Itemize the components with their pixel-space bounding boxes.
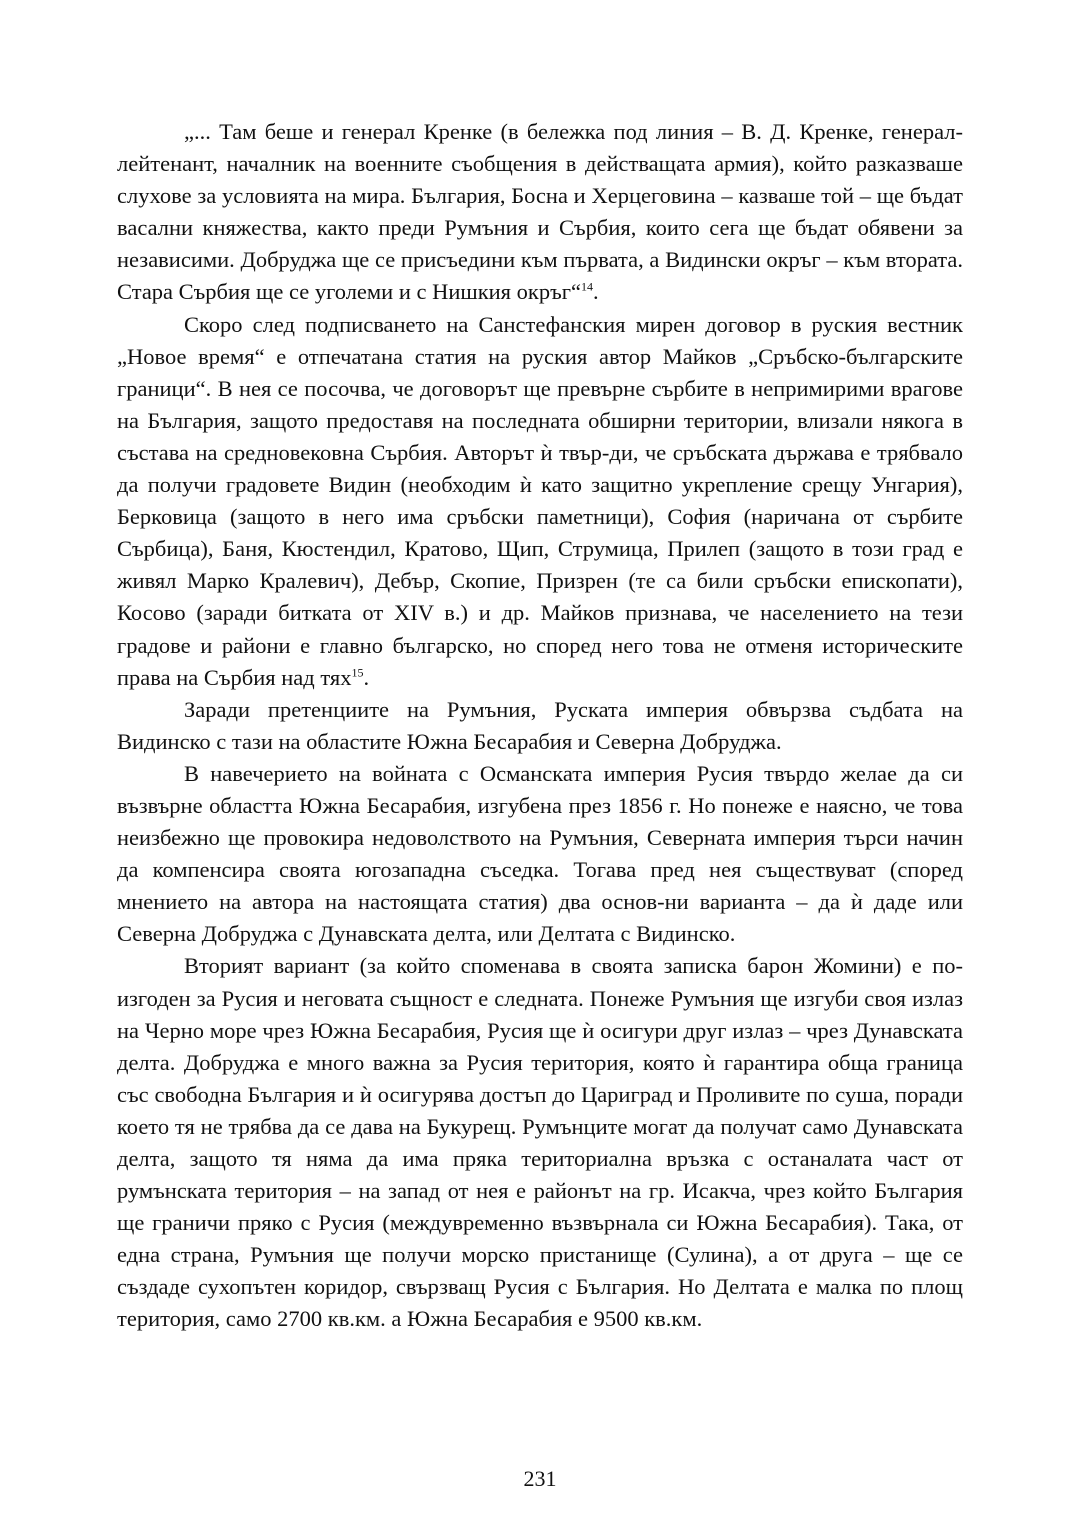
paragraph-1-text: „... Там беше и генерал Кренке (в бележка под линия – В. Д. Кренке, генерал-лейтенант, началник на военните съобщения в действащата армия), който разказваше слухове за условията на мира. България, Босна и Херцеговина – казваше той – ще бъдат васални княжества, както преди Румъния и Сърбия, които сега ще бъдат обявени за независими. Добруджа ще се присъедини към първата, а Видински окръг – към втората. Стара Сърбия ще се уголеми и с Нишкия окръг“: [117, 119, 963, 305]
page-body: [117, 116, 963, 1336]
paragraph-2-tail: .: [363, 664, 370, 690]
paragraph-2-text: Скоро след подписването на Санстефанския мирен договор в руския вестник „Новое время“ е отпечатана статия на руския автор Майков „Сръбско-българските граници“. В нея се посочва, че договорът ще превърне сърбите в непримирими врагове на България, защото предоставя на последната обширни територии, влизали някога в състава на средновековна Сърбия. Авторът ѝ твър-ди, че сръбската държава е трябвало да получи градовете Видин (необходим ѝ като защитно укрепление срещу Унгария), Берковица (защото в него има сръбски паметници), София (наричана от сърбите Сърбица), Баня, Кюстендил, Кратово, Щип, Струмица, Прилеп (защото в този град е живял Марко Кралевич), Дебър, Скопие, Призрен (те са били сръбски епископати), Косово (заради битката от XIV в.) и др. Майков признава, че населението на тези градове и райони е главно българско, но според него това не отменя историческите права на Сърбия над тях: [117, 311, 963, 690]
footnote-ref-15[interactable]: 15: [351, 665, 364, 680]
paragraph-2: [117, 309, 963, 694]
paragraph-4: В навечерието на войната с Османската империя Русия твърдо желае да си възвърне областта Южна Бесарабия, изгубена през 1856 г. Но понеже е наясно, че това неизбежно ще провокира недоволството на Румъния, Северната империя търси начин да компенсира своята югозападна съседка. Тогава пред нея съществуват (според мнението на автора на настоящата статия) два основ-ни варианта – да ѝ даде или Северна Добруджа с Дунавската делта, или Делтата с Видинско.: [117, 760, 963, 947]
footnote-ref-14[interactable]: 14: [580, 279, 593, 294]
paragraph-5: Вторият вариант (за който споменава в своята записка барон Жомини) е по-изгоден за Русия и неговата същност е следната. Понеже Румъния ще изгуби своя излаз на Черно море чрез Южна Бесарабия, Русия ще ѝ осигури друг излаз – чрез Дунавската делта. Добруджа е много важна за Русия територия, която ѝ гарантира обща граница със свободна България и ѝ осигурява достъп до Цариград и Проливите по суша, поради което тя не трябва да се дава на Букурещ. Румънците могат да получат само Дунавската делта, защото тя няма да има пряка териториална връзка с останалата част от румънската територия – на запад от нея е районът на гр. Исакча, чрез който България ще граничи пряко с Русия (междувременно възвърнала си Южна Бесарабия). Така, от една страна, Румъния ще получи морско пристанище (Сулина), а от друга – ще се създаде сухопътен коридор, свързващ Русия с България. Но Делтата е малка по площ територия, само 2700 кв.км. а Южна Бесарабия е 9500 кв.км.: [117, 953, 963, 1332]
paragraph-1-tail: .: [592, 279, 599, 305]
paragraph-1: [117, 116, 963, 309]
page-number: 231: [523, 1466, 557, 1491]
paragraph-3: Заради претенциите на Румъния, Руската империя обвързва съдбата на Видинско с тази на областите Южна Бесарабия и Северна Добруджа.: [117, 696, 963, 754]
